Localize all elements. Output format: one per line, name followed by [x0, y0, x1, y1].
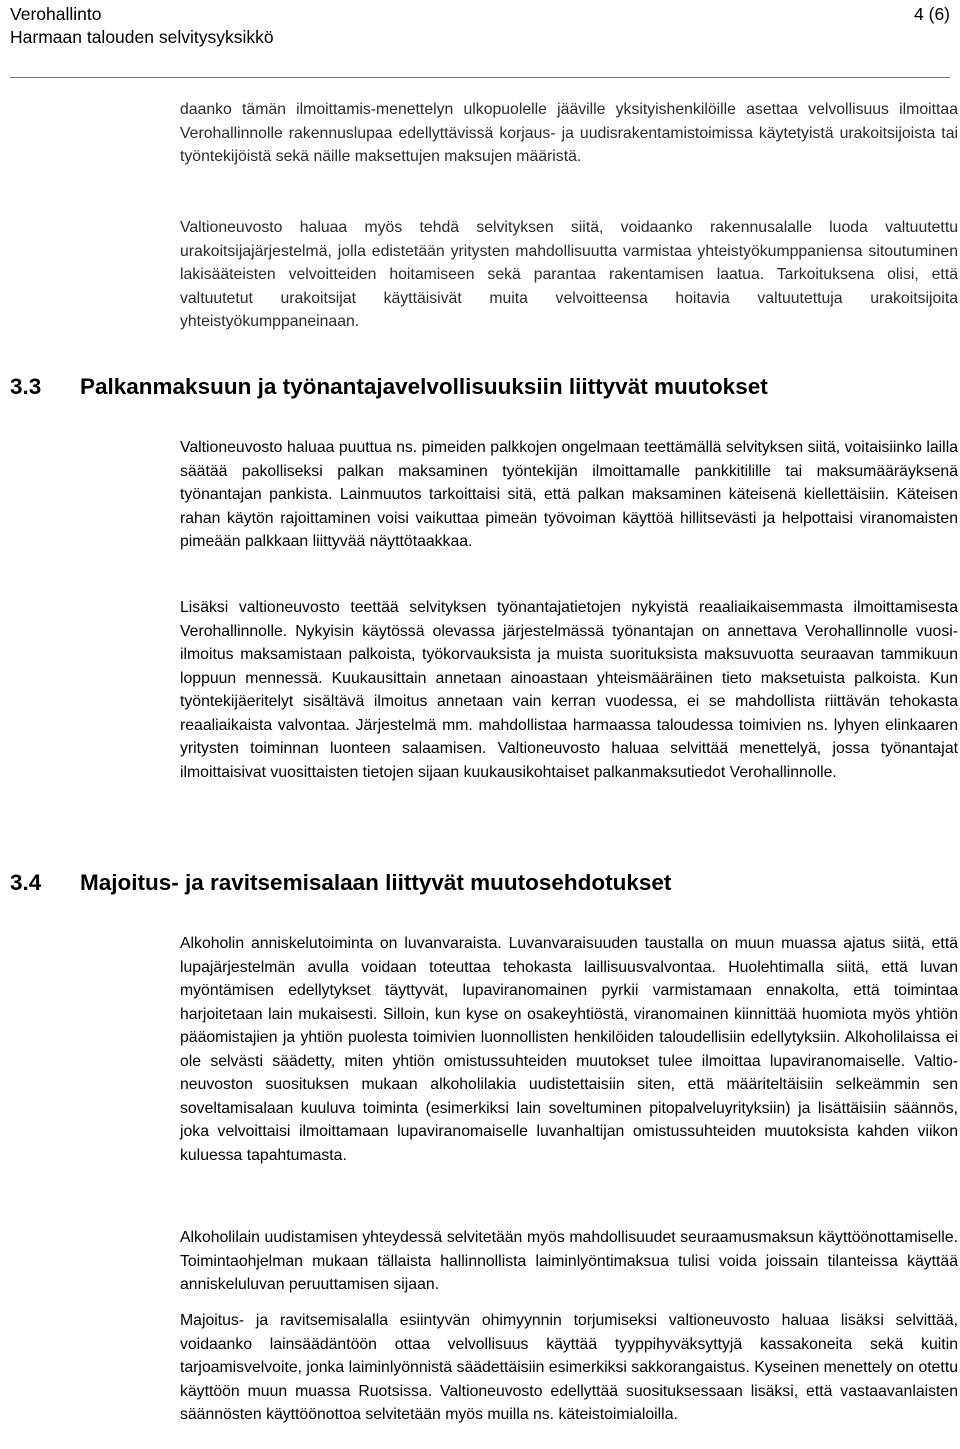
header-divider — [10, 77, 950, 78]
paragraph-continuation: daanko tämän ilmoittamis-menettelyn ulkopuolelle jääville yksityishenkilöille asettaa velvollisuus ilmoittaa Verohallinnolle rakennuslupaa edellyttävissä korjaus- ja uudisrakentamistoimissa käytetyistä urakoitsijoista tai työntekijöistä sekä näille maksettujen maksujen määristä. — [180, 101, 958, 165]
section-title: Majoitus- ja ravitsemisalaan liittyvät muutosehdotukset — [80, 870, 672, 895]
section-number: 3.3 — [10, 374, 42, 399]
paragraph-alcohol-licensing: Alkoholin anniskelutoiminta on luvanvaraista. Luvanvaraisuuden taustalla on muun muassa ajatus siitä, että lupajärjestelmän avulla voidaan toteuttaa tehokasta laillisuusvalvontaa. Huolehtimalla siitä, että luvan myöntämisen edellytykset täyttyvät, lupaviranomainen pyrkii varmistamaan ennakolta, että toimintaa harjoitetaan lain mukaisesti. Silloin, kun kyse on osakeyhtiöstä, viranomainen kiinnittää huomiota myös yhtiön pääomistajien ja yhtiön puolesta toimivien luonnollisten henkilöiden taloudellisiin edellytyksiin. Alkoholilaissa ei ole selvästi säädetty, miten yhtiön omistussuhteiden muutokset tulee ilmoittaa lupaviranomaiselle. Valtio-neuvoston suosituksen mukaan alkoholilakia uudistettaisiin siten, että määriteltäisiin selkeämmin sen soveltamisalaan kuuluva toiminta (esimerkiksi lain soveltuminen pitopalveluyrityksiin) ja lisättäisiin säännös, joka velvoittaisi ilmoittamaan lupaviranomaiselle luvanhaltijan omistussuhteiden muutoksista kahden viikon kuluessa tapahtumasta. — [180, 935, 958, 1164]
paragraph-employer-reporting: Lisäksi valtioneuvosto teettää selvityksen työnantajatietojen nykyistä reaaliaikaisemmasta ilmoittamisesta Verohallinnolle. Nykyisin käytössä olevassa järjestelmässä työnantajan on annettava Verohallinnolle vuosi-ilmoitus maksamistaan palkoista, työkorvauksista ja muista suorituksista maksuvuotta seuraavan tammikuun loppuun mennessä. Kuukausittain annetaan ainoastaan yhteismääräinen tieto maksetuista palkoista. Kun työntekijäeritelyt sisältävä ilmoitus annetaan vain kerran vuodessa, ei se mahdollista riittävän tehokasta reaaliaikaista valvontaa. Järjestelmä mm. mahdollistaa harmaassa taloudessa toimivien ns. lyhyen elinkaaren yritysten toiminnan luonteen salaamisen. Valtioneuvosto haluaa selvittää menettelyä, jossa työnantajat ilmoittaisivat vuosittaisten tietojen sijaan kuukausikohtaiset palkanmaksutiedot Verohallinnolle. — [180, 599, 958, 781]
paragraph-sanction-fee: Alkoholilain uudistamisen yhteydessä selvitetään myös mahdollisuudet seuraamusmaksun käyttöönottamiselle. Toimintaohjelman mukaan tällaista hallinnollista laiminlyöntimaksua tulisi voida joissain tilanteissa käyttää anniskeluluvan peruuttamisen sijaan. — [180, 1229, 958, 1293]
section-heading-3-3 — [10, 372, 768, 402]
unit-name: Harmaan talouden selvitysyksikkö — [10, 27, 274, 47]
paragraph-cash-registers: Majoitus- ja ravitsemisalalla esiintyvän ohimyynnin torjumiseksi valtioneuvosto haluaa lisäksi selvittää, voidaanko lainsäädäntöön ottaa velvollisuus käyttää tyyppihyväksyttyjä kassakoneita sekä kuitin tarjoamisvelvoite, jonka laiminlyönnistä säädettäisiin esimerkiksi sakkorangaistus. Kyseinen menettely on otettu käyttöön muun muassa Ruotsissa. Valtioneuvosto edellyttää suosituksessaan lisäksi, että vastaavanlaisten säännösten käyttöönottoa selvitetään myös muilla ns. käteistoimialoilla. — [180, 1312, 958, 1423]
page-header — [10, 0, 950, 80]
page-number: 4 (6) — [914, 4, 950, 24]
section-title: Palkanmaksuun ja työnantajavelvollisuuksiin liittyvät muutokset — [80, 374, 768, 399]
paragraph-wage-payment: Valtioneuvosto haluaa puuttua ns. pimeiden palkkojen ongelmaan teettämällä selvityksen siitä, voitaisiinko lailla säätää pakolliseksi palkan maksaminen työntekijän ilmoittamalle pankkitilille tai maksumääräyksenä työnantajan pankista. Lainmuutos tarkoittaisi sitä, että palkan maksaminen käteisenä kiellettäisiin. Käteisen rahan käytön rajoittaminen voisi vaikuttaa pimeän työvoiman käyttöä hillitsevästi ja helpottaisi viranomaisten pimeään palkkaan liittyvää näyttötaakkaa. — [180, 439, 958, 550]
organization-name: Verohallinto — [10, 4, 102, 24]
section-heading-3-4 — [10, 868, 671, 898]
paragraph-contractor-system: Valtioneuvosto haluaa myös tehdä selvityksen siitä, voidaanko rakennusalalle luoda valtuutettu urakoitsijajärjestelmä, jolla edistetään yritysten mahdollisuutta varmistaa yhteistyökumppaniensa sitoutuminen lakisääteisten velvoitteiden hoitamiseen sekä parantaa rakentamisen laatua. Tarkoituksena olisi, että valtuutetut urakoitsijat käyttäisivät muita velvoitteensa hoitavia valtuutettuja urakoitsijoita yhteistyökumppaneinaan. — [180, 219, 958, 330]
section-number: 3.4 — [10, 870, 42, 895]
